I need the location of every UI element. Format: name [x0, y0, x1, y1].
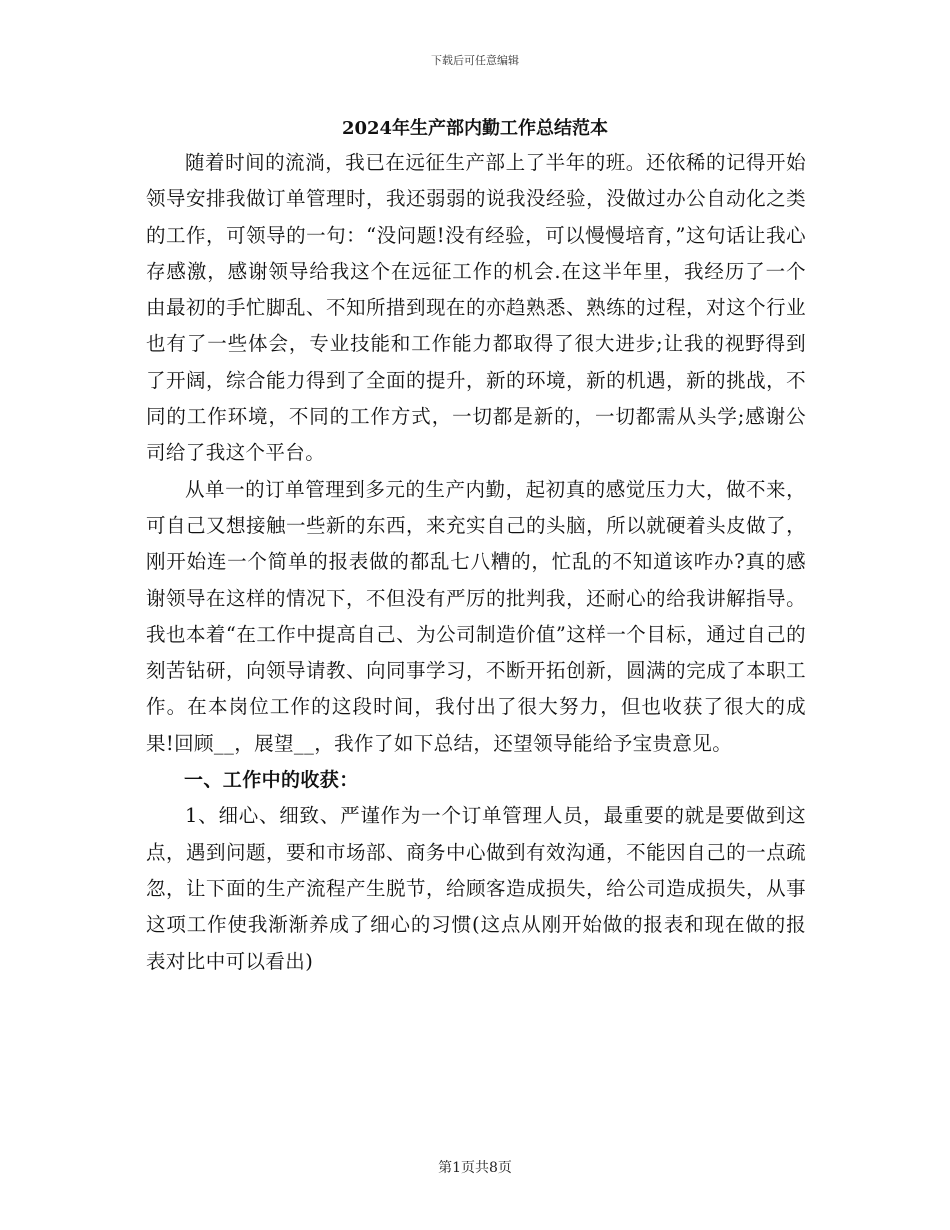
paragraph-growth: 从单一的订单管理到多元的生产内勤，起初真的感觉压力大，做不来，可自己又想接触一些新的东西，来充实自己的头脑，所以就硬着头皮做了，刚开始连一个简单的报表做的都乱七八糟的，忙乱的不知道该咋办?真的感谢领导在这样的情况下，不但没有严厉的批判我，还耐心的给我讲解指导。我也本着“在工作中提高自己、为公司制造价值”这样一个目标，通过自己的刻苦钻研，向领导请教、向同事学习，不断开拓创新，圆满的完成了本职工作。在本岗位工作的这段时间，我付出了很大努力，但也收获了很大的成果!回顾__，展望__，我作了如下总结，还望领导能给予宝贵意见。	[146, 477, 806, 755]
document-title: 2024年生产部内勤工作总结范本	[341, 118, 609, 139]
paragraph-intro: 随着时间的流淌，我已在远征生产部上了半年的班。还依稀的记得开始领导安排我做订单管理时，我还弱弱的说我没经验，没做过办公自动化之类的工作，可领导的一句：“没问题!没有经验，可以慢慢培育，”这句话让我心存感激，感谢领导给我这个在远征工作的机会.在这半年里，我经历了一个由最初的手忙脚乱、不知所措到现在的亦趋熟悉、熟练的过程，对这个行业也有了一些体会，专业技能和工作能力都取得了很大进步;让我的视野得到了开阔，综合能力得到了全面的提升，新的环境，新的机遇，新的挑战，不同的工作环境，不同的工作方式，一切都是新的，一切都需从头学;感谢公司给了我这个平台。	[146, 151, 806, 465]
document-body	[146, 145, 806, 980]
section-paragraph: 1、细心、细致、严谨作为一个订单管理人员，最重要的就是要做到这点，遇到问题，要和市场部、商务中心做到有效沟通，不能因自己的一点疏忽，让下面的生产流程产生脱节，给顾客造成损失，给公司造成损失，从事这项工作使我渐渐养成了细心的习惯(这点从刚开始做的报表和现在做的报表对比中可以看出)	[146, 804, 806, 973]
section-heading: 一、工作中的收获：	[184, 769, 359, 792]
header-note: 下载后可任意编辑	[431, 54, 519, 67]
page-number: 第1页共8页	[438, 1160, 512, 1176]
